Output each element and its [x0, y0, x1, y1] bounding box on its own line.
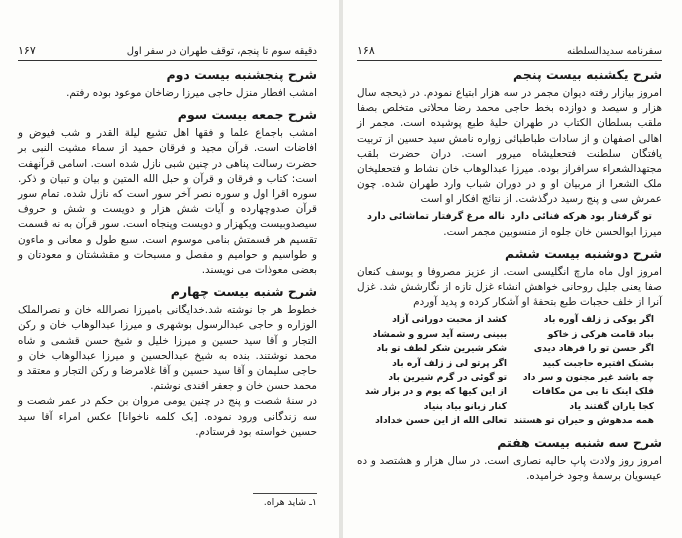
poem-line: کجا یاران گفتند یاد: [569, 400, 654, 412]
section-heading: شرح دوشنبه بیست ششم: [505, 245, 662, 261]
paragraph: امشب افطار منزل حاجی میرزا رضاخان موعود بوده رفتم.: [66, 87, 317, 99]
running-head: [357, 38, 662, 61]
poem-line: چه باشد غیر مجنون و سر داد: [522, 372, 654, 384]
poem-line: بشنک افتیره حاجبت کبید: [542, 357, 654, 369]
poem-line: همه مدهوش و حیران تو هستند: [513, 415, 654, 427]
paragraph: امروز روز ولادت پاپ حالیه نصاری است. در سال هزار و هشتصد و ده عیسویان برسمهٔ وجود خرامیده.: [357, 454, 662, 482]
poem-line: تو گوئی در گرم شیرین باد: [388, 372, 508, 384]
poem-column-left: [365, 313, 507, 428]
poem-line: اگر حسن تو را فرهاد دیدی: [533, 343, 654, 355]
poem-line: اگر پرتو لی ز زلف آره باد: [392, 357, 508, 369]
poem-line: شکر شیرین شکر لطف تو باد: [376, 343, 508, 355]
paragraph: امروز بیازار رفته دیوان مجمر در سه هزار ابتیاع نمودم. در ذیحجه سال هزار و سیصد و دوازده بخط حاجی محمد رضا محلاتی متخلص بصفا ملقب بسلطان الکتاب در طهران حلیهٔ طبع پوشیده است. مجمر از اهالی اصفهان و از سادات طباطبائی زواره نامش سید حسین از تربیت یافتگان سلطنت فتحعلیشاه میرور است. دران حضرت بلقب مجتهدالشعراء سرافراز بوده. میرزا عبدالوهاب خان نشاط و فتحعلیخان ملک الشعرا از مربیان او و در دوران شباب وارد طهران شده. چون عمرش سی و پنج رسید درگذشت. از نتائج افکار او است: [357, 87, 662, 206]
section-heading: شرح پنجشنبه بیست دوم: [166, 67, 317, 82]
poem-line: بباد قامت هرکی ز خاکو: [547, 328, 654, 340]
running-title: سفرنامه سدیدالسلطنه: [567, 46, 662, 57]
poem-line: کنار زبانو بیاد بنیاد: [423, 400, 508, 412]
poem: [357, 313, 662, 428]
footnote-rule: [253, 493, 317, 494]
verse-couplet: [357, 211, 662, 222]
section-heading: شرح شنبه بیست چهارم: [170, 284, 317, 300]
running-head: [18, 38, 317, 61]
running-title: دقیقه سوم تا پنجم، توقف طهران در سفر اول: [126, 46, 317, 57]
poem-column-right: [514, 313, 654, 428]
paragraph: میرزا ابوالحسن خان جلوه از منسوبین مجمر است.: [443, 225, 662, 238]
poem-line: تعالی الله از این حسن خداداد: [375, 415, 508, 427]
paragraph: امشب باجماع علما و فقها اهل تشیع لیلة القدر و شب فیوض و افاضات است. قرآن مجید و فرقان حمید از سماء مشیت النبی بر حضرت رسالت پناهی در چنین شبی نازل شده است. اسامی قرآنهفت است: کتاب و فرقان و قرآن و حبل الله المتین و بیان و تبیان و ذکر. سوره اقرا اول و سوره نصر آخر سور است که نازل شده. تمام سور قرآن صدوچهارده و آیات شش هزار و دویست و شش و حروف سیصدوبیست ویکهزار و دویست وپنجاه است. سور قرآن به نه قسمت تقسیم هر قسمتش بنامی موسوم است. سبع طول و معانی و ماءون و طواسیم و حوامیم و مفصل و مسبحات و مقششتان و معودتان و بعضی معوذات می نویسند.: [18, 127, 317, 277]
poem-line: کشد از محبت دورانی آزاد: [392, 314, 508, 326]
section-heading: شرح سه شنبه بیست هفتم: [497, 434, 662, 450]
verse-hemistich: ناله مرغ گرفتار تماشائی دارد: [367, 210, 505, 222]
page-number: ۱۶۸: [357, 44, 375, 57]
paragraph: خطوط هر جا نوشته شد.خدایگانی بامیرزا نصرالله خان و نصرالملک الوزاره و حاجی عبدالرسول بوشهری و میرزا عبدالوهاب خان و رکن التجار و آقا سید حسین و میرزا خلیل و شیخ حسن قشمی و شاه محمد نوشتند. بنده به شیخ عبدالحسین و میرزا عبدالوهاب خان و حاجی سلیمان و آقا سید حسین و آقا غلامرضا و رکن التجار و معتقد و محمد حسن خان و جعفر افندی نوشتم.: [18, 304, 317, 393]
footnote: ۱ـ شاید هراه.: [263, 497, 317, 508]
verse-hemistich: تو گرفتار بود هرکه فنائی دارد: [510, 210, 652, 222]
poem-line: فلک اینک تا بی من مکافات: [532, 386, 654, 398]
poem-line: از این کیها که یوم و در بزار شد: [365, 386, 508, 398]
left-page: [0, 0, 339, 538]
paragraph: در سنهٔ شصت و پنج در چنین یومی مروان بن حکم در عمر شصت و سه زندگانی ورود نموده. [بک کلمه ناخوانا] عکس امراء آقا سید حسین خواسته بود فرستادم.: [18, 395, 317, 438]
section-heading: شرح جمعه بیست سوم: [177, 107, 317, 123]
poem-line: ببینی رسته آید سرو و شمشاد: [372, 328, 508, 340]
section-heading: شرح یکشنبه بیست پنجم: [513, 67, 662, 82]
right-page: [343, 0, 682, 538]
page-number: ۱۶۷: [18, 44, 36, 57]
poem-line: اگر یوکی ز زلف آوره باد: [543, 314, 654, 326]
paragraph: امروز اول ماه مارچ انگلیسی است. از عزیز مصروفا و یوسف کنعان صفا یعنی جلیل روحانی خواهش انشاء غزل تازه از نگارشش شد. غزل آنرا از خلف حجبات طبع بتحفهٔ او آشکار کرده و پدید آوردم: [357, 265, 662, 309]
